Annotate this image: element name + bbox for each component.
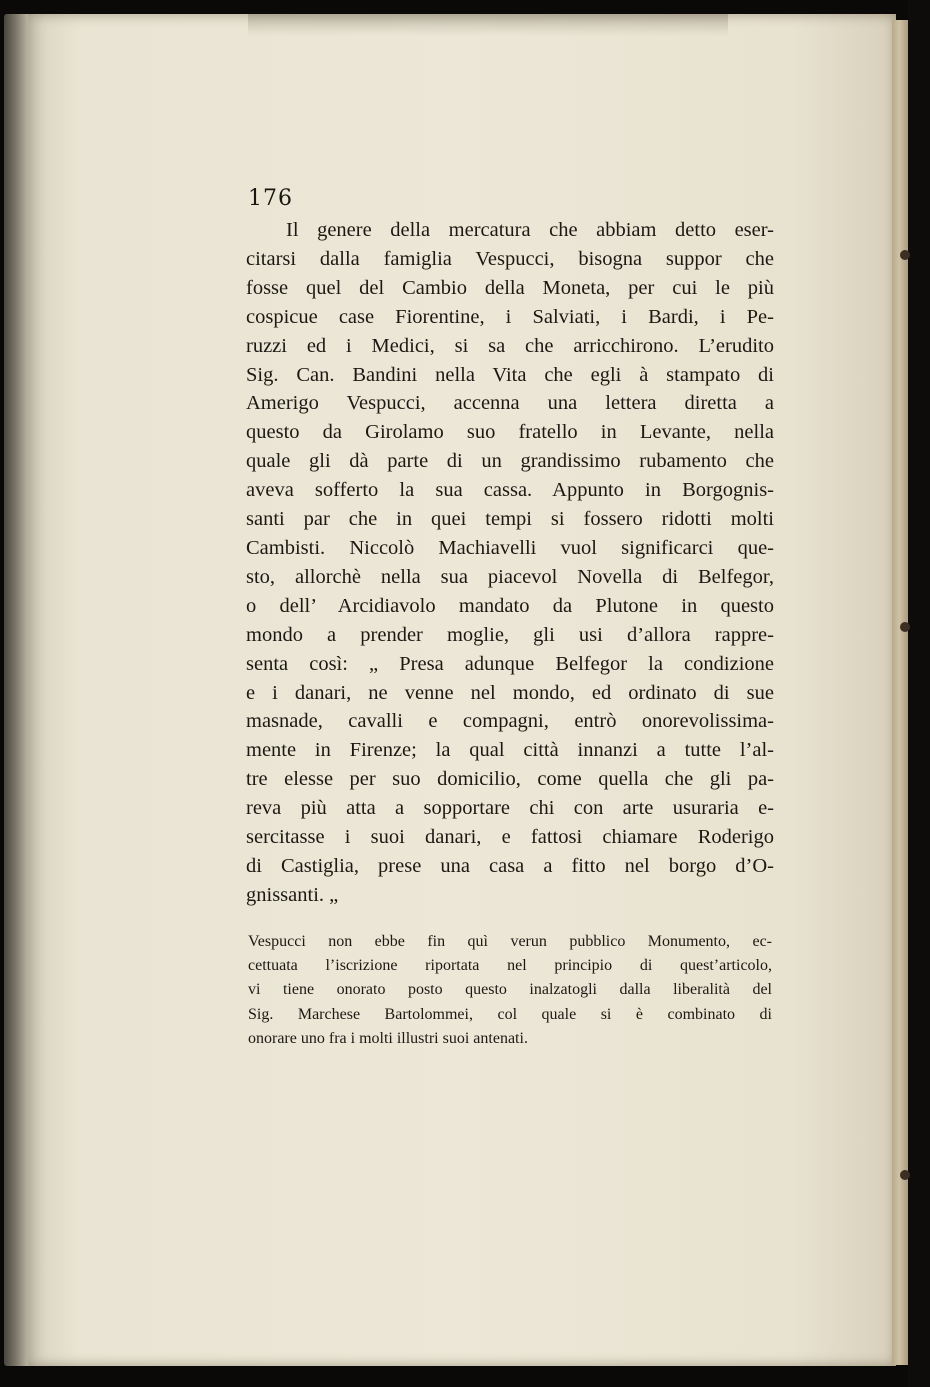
text-line: citarsi dalla famiglia Vespucci, bisogna suppor che [246,247,774,270]
text-line: Cambisti. Niccolò Machiavelli vuol significarci que- [246,536,774,559]
binding-stitch [900,1170,910,1180]
text-line: ruzzi ed i Medici, si sa che arricchirono. L’erudito [246,334,774,357]
text-line: questo da Girolamo suo fratello in Levante, nella [246,421,774,444]
page-number: 176 [248,186,293,211]
text-line: senta così: „ Presa adunque Belfegor la condizione [246,652,774,675]
note-line: Sig. Marchese Bartolommei, col quale si è combinato di [248,1005,772,1023]
note-line: cettuata l’iscrizione riportata nel principio di quest’articolo, [248,957,772,975]
note-line: vi tiene onorato posto questo inalzatogli dalla liberalità del [248,981,772,999]
right-binding-shadow [908,0,930,1387]
text-line: aveva sofferto la sua cassa. Appunto in Borgognis- [246,479,774,502]
text-line: Amerigo Vespucci, accenna una lettera diretta a [246,392,774,415]
text-line: di Castiglia, prese una casa a fitto nel borgo d’O- [246,854,774,877]
text-line: Sig. Can. Bandini nella Vita che egli à stampato di [246,363,774,386]
text-line: quale gli dà parte di un grandissimo rubamento che [246,450,774,473]
text-line: mente in Firenze; la qual città innanzi a tutte l’al- [246,739,774,762]
text-line: santi par che in quei tempi si fossero ridotti molti [246,508,774,531]
text-line: mondo a prender moglie, gli usi d’allora rappre- [246,623,774,646]
text-line: o dell’ Arcidiavolo mandato da Plutone in questo [246,594,774,617]
text-line: fosse quel del Cambio della Moneta, per cui le più [246,276,774,299]
note-line: Vespucci non ebbe fin quì verun pubblico Monumento, ec- [248,933,772,950]
main-paragraph [246,216,774,910]
text-line: sto, allorchè nella sua piacevol Novella di Belfegor, [246,565,774,588]
text-line: tre elesse per suo domicilio, come quella che gli pa- [246,768,774,791]
binding-stitch [900,622,910,632]
note-line: onorare uno fra i molti illustri suoi antenati. [248,1029,528,1047]
binding-stitch [900,250,910,260]
page-stain [248,14,728,36]
text-line: gnissanti. „ [246,883,339,906]
text-line: sercitasse i suoi danari, e fattosi chiamare Roderigo [246,826,774,849]
note-paragraph [248,930,772,1051]
text-line: masnade, cavalli e compagni, entrò onorevolissima- [246,710,774,733]
text-line: reva più atta a sopportare chi con arte usuraria e- [246,797,774,820]
text-line: Il genere della mercatura che abbiam detto eser- [286,219,774,241]
text-line: cospicue case Fiorentine, i Salviati, i Bardi, i Pe- [246,305,774,328]
text-line: e i danari, ne venne nel mondo, ed ordinato di sue [246,681,774,704]
